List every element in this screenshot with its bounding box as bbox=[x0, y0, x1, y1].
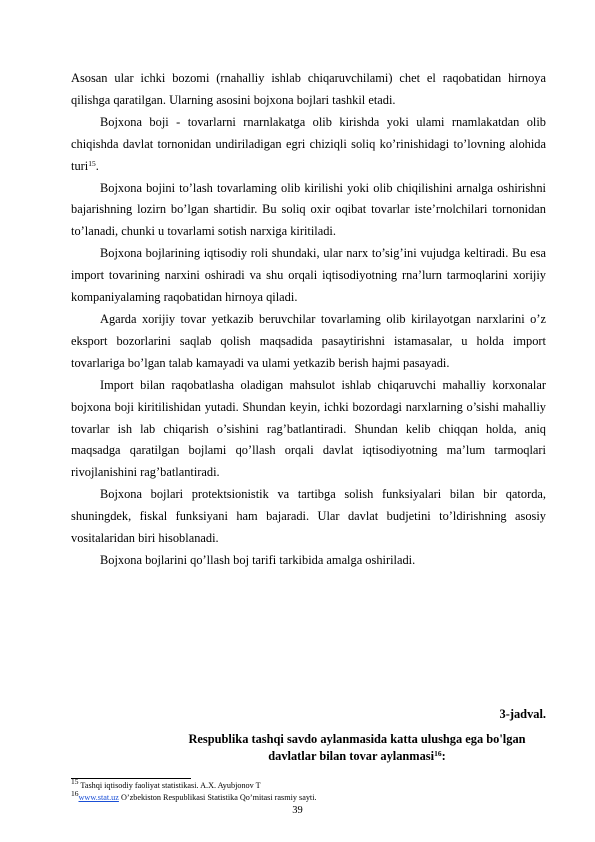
footnote-16 bbox=[71, 789, 317, 804]
footnote-16-link[interactable]: www.stat.uz bbox=[78, 793, 119, 802]
paragraph-5 bbox=[71, 309, 546, 375]
footnote-15 bbox=[71, 777, 317, 792]
footnote-15-number: 15 bbox=[71, 777, 79, 786]
paragraph-6-text: Import bilan raqobatlasha oladigan mahsulot ishlab chiqaruvchi mahalliy korxonalar bojxona boji kiritilishidan yutadi. Shundan keyin, ichki bozordagi narxlarning o’sishi mahalliy tovarlar ish lab chiqarish o’sishini rag’batlantiradi. Shundan kelib chiqqan holda, aniq maqsadga qaratilgan bojlami qo’llash orqali davlat iqtisodiyotning ma’lum tarmoqlari rivojlanishini rag’batlantiradi. bbox=[71, 377, 546, 480]
page-number: 39 bbox=[292, 805, 303, 816]
paragraph-6 bbox=[71, 375, 546, 485]
table-title bbox=[120, 731, 594, 765]
footnote-divider bbox=[71, 778, 191, 779]
paragraph-8-text: Bojxona bojlarini qo’llash boj tarifi tarkibida amalga oshiriladi. bbox=[100, 552, 416, 567]
footnote-16-text: O’zbekiston Respublikasi Statistika Qo’mitasi rasmiy sayti. bbox=[118, 793, 317, 802]
paragraph-7 bbox=[71, 484, 546, 550]
paragraph-3 bbox=[71, 178, 546, 244]
footnote-ref-16[interactable]: 16 bbox=[434, 749, 442, 758]
table-title-line-1: Respublika tashqi savdo aylanmasida katta ulushga ega bo'lgan bbox=[188, 732, 526, 746]
table-title-line-2 bbox=[120, 748, 594, 765]
footnote-ref-15[interactable]: 15 bbox=[88, 158, 96, 168]
paragraph-1 bbox=[71, 68, 546, 112]
footnote-16-number: 16 bbox=[71, 789, 79, 798]
table-label: 3-jadval. bbox=[499, 707, 546, 721]
table-title-colon: : bbox=[441, 749, 446, 763]
paragraph-4 bbox=[71, 243, 546, 309]
paragraph-5-text: Agarda xorijiy tovar yetkazib beruvchilar tovarlaming olib kirilayotgan narxlarini o’z eksport bozorlarini saqlab qolish maqsadida pasaytirishni istamasalar, u holda import tovarlariga bo’lgan talab kamayadi va ulami yetkazib berish hajmi pasayadi. bbox=[71, 311, 546, 370]
footnote-15-text: Tashqi iqtisodiy faoliyat statistikasi. A.X. Ayubjonov T bbox=[78, 781, 261, 790]
paragraph-4-text: Bojxona bojlarining iqtisodiy roli shundaki, ular narx to’sig’ini vujudga keltiradi. Bu esa import tovarining narxini oshiradi va shu orqali iqtisodiyotning rna’lurn tarmoqlarini xorijiy kompaniyalaming raqobatidan hirnoya qiladi. bbox=[71, 246, 546, 305]
paragraph-1-text: Asosan ular ichki bozomi (rnahalliy ishlab chiqaruvchilami) chet el raqobatidan hirnoya qilishga qaratilgan. Ularning asosini bojxona bojlari tashkil etadi. bbox=[71, 71, 546, 107]
paragraph-7-text: Bojxona bojlari protektsionistik va tartibga solish funksiyalari bilan bir qatorda, shuningdek, fiskal funksiyani ham bajaradi. Ular davlat budjetini to’ldirishning asosiy vositalaridan biri hisoblanadi. bbox=[71, 487, 546, 546]
footnotes bbox=[71, 777, 317, 804]
paragraph-3-text: Bojxona bojini to’lash tovarlaming olib kirilishi yoki olib chiqilishini arnalga oshirishni bajarishning lozirn bo’lgan shartidir. Bu soliq oxir oqibat tovarlar iste’rnolchilari tornonidan to’lanadi, chunki u tovarlami sotish narxiga kiritiladi. bbox=[71, 180, 546, 239]
paragraph-2-end: . bbox=[95, 158, 99, 173]
body-text bbox=[71, 68, 546, 572]
paragraph-2-text: Bojxona boji - tovarlarni rnarnlakatga olib kirishda yoki ulami rnamlakatdan olib chiqishda davlat tornonidan undiriladigan egri chiziqli soliq ko’rinishidagi to’lovning alohida turi bbox=[71, 114, 546, 173]
paragraph-2 bbox=[71, 112, 546, 178]
paragraph-8 bbox=[71, 550, 546, 572]
table-title-line-2-text: davlatlar bilan tovar aylanmasi bbox=[268, 749, 435, 763]
